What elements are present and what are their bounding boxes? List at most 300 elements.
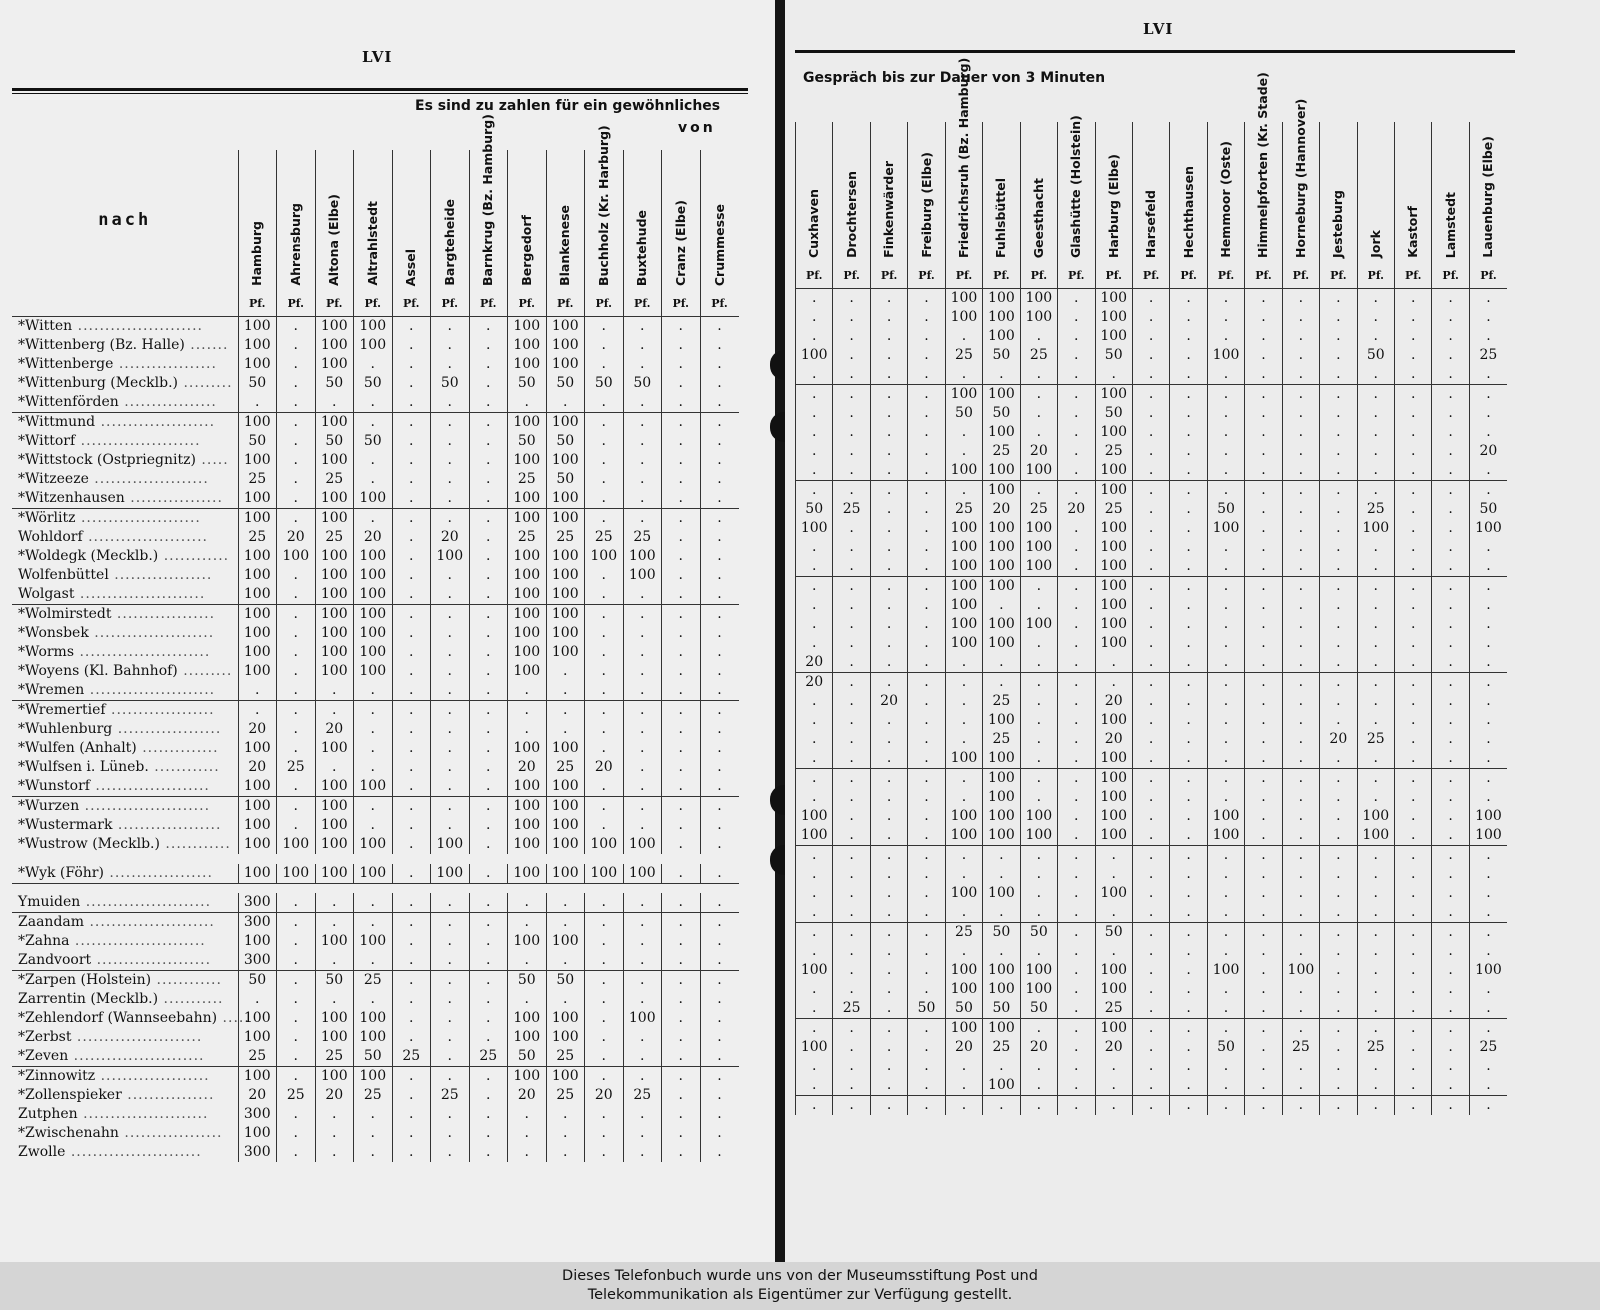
rate-cell: . — [1395, 922, 1432, 942]
rate-cell: . — [1320, 634, 1357, 653]
rate-cell: . — [945, 903, 982, 923]
table-row — [796, 538, 1508, 557]
rate-cell: . — [546, 681, 585, 701]
rate-cell: 100 — [1207, 346, 1244, 365]
rate-cell: 100 — [546, 816, 585, 835]
rate-cell: 100 — [354, 777, 393, 797]
rate-cell: . — [1095, 903, 1132, 923]
rate-cell: 100 — [1095, 308, 1132, 327]
rate-cell: . — [1170, 615, 1207, 634]
rate-cell: . — [392, 412, 431, 432]
rate-cell: 100 — [546, 412, 585, 432]
destination-name: *Zahna — [18, 933, 70, 949]
rate-cell: 100 — [623, 1009, 662, 1028]
rate-cell: 100 — [508, 777, 547, 797]
rate-cell: . — [1207, 653, 1244, 673]
rate-cell: 100 — [623, 835, 662, 854]
table-row — [12, 990, 739, 1009]
rate-cell: . — [469, 432, 508, 451]
unit-cell: Pf. — [1095, 264, 1132, 288]
column-header — [1469, 122, 1507, 264]
rate-cell: . — [662, 566, 701, 585]
rate-cell: . — [315, 893, 354, 913]
rate-cell: . — [1357, 615, 1394, 634]
rate-cell: . — [1170, 807, 1207, 826]
rate-cell: . — [983, 672, 1020, 692]
rate-cell: . — [1282, 308, 1319, 327]
rate-cell: . — [870, 423, 907, 442]
rate-cell: . — [1432, 327, 1469, 346]
rate-cell: 25 — [1095, 500, 1132, 519]
rate-cell: 100 — [354, 1067, 393, 1087]
leader-dots: ................. — [118, 393, 217, 410]
table-row — [796, 288, 1508, 308]
destination-name: Zaandam — [18, 914, 85, 930]
rate-cell: 100 — [1469, 519, 1507, 538]
destination-cell — [12, 720, 238, 739]
rate-cell: . — [1058, 692, 1095, 711]
rate-cell: . — [277, 432, 316, 451]
table-row — [796, 999, 1508, 1019]
rate-cell: . — [1132, 346, 1169, 365]
rate-cell: . — [392, 681, 431, 701]
rate-cell: . — [1170, 980, 1207, 999]
rate-cell: . — [431, 893, 470, 913]
rate-cell: 20 — [1320, 730, 1357, 749]
rate-cell: . — [700, 1009, 739, 1028]
rate-cell: . — [870, 711, 907, 730]
rate-cell: . — [796, 615, 833, 634]
rate-cell: . — [1058, 1095, 1095, 1115]
rate-cell: 100 — [1020, 615, 1057, 634]
rate-cell: . — [700, 893, 739, 913]
rate-cell: 100 — [546, 566, 585, 585]
rate-cell: . — [662, 893, 701, 913]
rate-cell: . — [623, 355, 662, 374]
rate-cell: . — [469, 816, 508, 835]
rate-cell: . — [431, 585, 470, 605]
rate-cell: . — [662, 951, 701, 971]
rate-cell: . — [870, 788, 907, 807]
rate-cell: 20 — [1058, 500, 1095, 519]
rate-cell: 50 — [354, 374, 393, 393]
rate-cell: . — [469, 700, 508, 720]
table-row — [12, 1028, 739, 1047]
unit-cell: Pf. — [508, 292, 547, 316]
rate-cell: . — [623, 1105, 662, 1124]
rate-cell: . — [1395, 480, 1432, 500]
rate-cell: . — [623, 681, 662, 701]
rate-cell: . — [700, 1047, 739, 1067]
rate-cell: . — [431, 777, 470, 797]
table-row — [796, 404, 1508, 423]
rate-cell: 100 — [354, 604, 393, 624]
table-row — [796, 672, 1508, 692]
rate-cell: 50 — [796, 500, 833, 519]
rate-cell: . — [1245, 788, 1282, 807]
rate-cell: . — [1469, 538, 1507, 557]
table-row — [12, 1047, 739, 1067]
rate-cell: 100 — [983, 384, 1020, 404]
rate-cell: . — [1320, 1057, 1357, 1076]
rate-cell: 100 — [508, 1067, 547, 1087]
rate-cell: 100 — [945, 576, 982, 596]
rate-cell: 100 — [983, 557, 1020, 577]
rate-cell: 100 — [508, 864, 547, 884]
rate-cell: . — [277, 893, 316, 913]
rate-cell: 50 — [508, 1047, 547, 1067]
rate-cell: 100 — [315, 336, 354, 355]
rate-cell: . — [623, 816, 662, 835]
rate-cell: . — [870, 596, 907, 615]
rate-cell: . — [1207, 1076, 1244, 1096]
rate-cell: . — [833, 1038, 870, 1057]
rate-cell: . — [662, 1067, 701, 1087]
rate-cell: 100 — [546, 1009, 585, 1028]
rate-cell: . — [238, 700, 277, 720]
destination-cell — [12, 547, 238, 566]
rate-cell: . — [833, 1076, 870, 1096]
rate-cell: . — [662, 777, 701, 797]
rate-cell: . — [908, 768, 945, 788]
unit-cell: Pf. — [1020, 264, 1057, 288]
rate-cell: . — [796, 634, 833, 653]
rate-cell: . — [796, 711, 833, 730]
rate-cell: . — [908, 461, 945, 481]
destination-cell — [12, 835, 238, 854]
rate-cell: . — [469, 662, 508, 681]
rate-cell: . — [908, 404, 945, 423]
rate-cell: . — [1058, 845, 1095, 865]
rate-cell: . — [700, 604, 739, 624]
rate-cell: 100 — [431, 547, 470, 566]
destination-cell — [12, 777, 238, 797]
rate-cell: . — [662, 432, 701, 451]
rate-cell: . — [585, 432, 624, 451]
destination-name: *Zwischenahn — [18, 1125, 119, 1141]
rate-cell: . — [1132, 327, 1169, 346]
footer-line-2: Telekommunikation als Eigentümer zur Verfügung gestellt. — [587, 1287, 1013, 1303]
rate-cell: . — [700, 990, 739, 1009]
rate-cell: . — [1207, 576, 1244, 596]
rate-cell: . — [1058, 980, 1095, 999]
rate-cell: 100 — [1095, 519, 1132, 538]
rate-cell: . — [1020, 404, 1057, 423]
rate-cell: . — [431, 816, 470, 835]
rate-cell: 100 — [238, 739, 277, 758]
rate-cell: . — [1058, 865, 1095, 884]
rate-cell: . — [796, 1095, 833, 1115]
leader-dots: ........................ — [65, 1144, 202, 1160]
destination-name: Ymuiden — [18, 894, 81, 910]
table-row — [12, 508, 739, 528]
rate-cell: . — [1170, 999, 1207, 1019]
rate-cell: 100 — [315, 932, 354, 951]
column-header-label: Geesthacht — [1030, 177, 1046, 258]
rate-cell: . — [908, 1057, 945, 1076]
table-row — [796, 711, 1508, 730]
table-row — [796, 1095, 1508, 1115]
rate-cell: 100 — [354, 662, 393, 681]
destination-name: *Witzenhausen — [18, 489, 125, 506]
rate-cell: . — [315, 990, 354, 1009]
rate-cell: 25 — [983, 692, 1020, 711]
rate-cell: . — [1058, 730, 1095, 749]
rate-cell: . — [1207, 1095, 1244, 1115]
rate-cell: . — [1469, 423, 1507, 442]
rate-cell: . — [469, 412, 508, 432]
rate-cell: . — [1395, 961, 1432, 980]
rate-cell: . — [833, 922, 870, 942]
rate-cell: . — [277, 566, 316, 585]
rate-cell: . — [1095, 1095, 1132, 1115]
rate-cell: . — [1058, 672, 1095, 692]
rate-cell: . — [1469, 1095, 1507, 1115]
rate-cell: . — [700, 316, 739, 336]
rate-cell: . — [469, 316, 508, 336]
rate-cell: . — [1207, 922, 1244, 942]
rate-cell: . — [1170, 404, 1207, 423]
destination-cell — [12, 316, 238, 336]
rate-cell: . — [1282, 749, 1319, 769]
rate-cell: . — [1058, 634, 1095, 653]
rate-cell: . — [870, 461, 907, 481]
rate-cell: . — [469, 643, 508, 662]
rate-cell: . — [1207, 692, 1244, 711]
rate-cell: . — [833, 404, 870, 423]
table-row — [796, 692, 1508, 711]
rate-cell: 25 — [315, 470, 354, 489]
rate-cell: . — [1245, 327, 1282, 346]
rate-cell: 100 — [983, 884, 1020, 903]
rate-cell: . — [1432, 480, 1469, 500]
rate-cell: . — [1245, 576, 1282, 596]
unit-cell: Pf. — [1170, 264, 1207, 288]
column-header-label: Horneburg (Hannover) — [1292, 98, 1308, 258]
rate-cell: . — [833, 576, 870, 596]
rate-cell: 25 — [1357, 1038, 1394, 1057]
rate-cell: 100 — [315, 624, 354, 643]
rate-cell: . — [508, 1143, 547, 1162]
rate-cell: . — [1170, 346, 1207, 365]
rate-cell: . — [1320, 500, 1357, 519]
table-row — [796, 596, 1508, 615]
rate-cell: . — [1432, 980, 1469, 999]
rate-cell: 100 — [945, 1018, 982, 1038]
rate-cell: . — [315, 393, 354, 413]
rate-cell: . — [1170, 1095, 1207, 1115]
rate-cell: 20 — [238, 758, 277, 777]
rate-cell: . — [1132, 730, 1169, 749]
rate-cell: . — [1132, 980, 1169, 999]
rate-cell: . — [1395, 423, 1432, 442]
rate-cell: . — [1357, 845, 1394, 865]
destination-name: *Worms — [18, 643, 75, 660]
rate-cell: . — [1245, 634, 1282, 653]
rate-cell: . — [623, 796, 662, 816]
destination-cell — [12, 739, 238, 758]
rate-cell: . — [469, 720, 508, 739]
rate-cell: . — [1282, 538, 1319, 557]
rate-cell: . — [623, 393, 662, 413]
rate-cell: . — [1282, 653, 1319, 673]
rate-cell: . — [1170, 961, 1207, 980]
unit-cell: Pf. — [1395, 264, 1432, 288]
footer-banner — [0, 1262, 1600, 1310]
rate-cell: . — [945, 365, 982, 385]
destination-name: Wohldorf — [18, 528, 83, 545]
rate-cell: 20 — [1020, 1038, 1057, 1057]
rate-cell: . — [700, 796, 739, 816]
rate-cell: . — [585, 1143, 624, 1162]
rate-cell: . — [1432, 865, 1469, 884]
rate-cell: . — [1170, 538, 1207, 557]
rate-cell: . — [1020, 423, 1057, 442]
rate-cell: . — [508, 1105, 547, 1124]
rate-cell: 50 — [983, 999, 1020, 1019]
rate-cell: . — [1320, 807, 1357, 826]
rate-cell: . — [945, 1095, 982, 1115]
rate-cell: . — [1245, 480, 1282, 500]
rate-cell: . — [796, 423, 833, 442]
rate-cell: . — [1132, 845, 1169, 865]
rate-cell: . — [1132, 576, 1169, 596]
rate-cell: . — [796, 1076, 833, 1096]
rate-cell: 100 — [1020, 288, 1057, 308]
rate-cell: . — [1282, 557, 1319, 577]
destination-name: *Wonsbek — [18, 624, 89, 641]
rate-cell: 50 — [983, 346, 1020, 365]
right-headline: Gespräch bis zur Dauer von 3 Minuten — [803, 70, 1106, 86]
rate-cell: . — [392, 316, 431, 336]
rate-cell: . — [1207, 768, 1244, 788]
rate-cell: . — [392, 1028, 431, 1047]
rate-cell: . — [431, 432, 470, 451]
rate-cell: . — [796, 327, 833, 346]
rate-cell: . — [1320, 884, 1357, 903]
rate-cell: . — [1132, 615, 1169, 634]
destination-name: Zarrentin (Mecklb.) — [18, 991, 159, 1007]
rate-cell: . — [277, 393, 316, 413]
rate-cell: 100 — [238, 1067, 277, 1087]
rate-cell: . — [870, 288, 907, 308]
rate-cell: . — [1170, 288, 1207, 308]
leader-dots: ................... — [112, 720, 222, 737]
rate-cell: . — [662, 700, 701, 720]
rate-cell: . — [1245, 288, 1282, 308]
rate-cell: . — [662, 1124, 701, 1143]
rate-cell: . — [1395, 903, 1432, 923]
rate-cell: . — [1357, 576, 1394, 596]
rate-cell: . — [1357, 557, 1394, 577]
column-header — [945, 57, 982, 264]
rate-cell: 100 — [238, 643, 277, 662]
column-header-label: Cuxhaven — [806, 189, 822, 258]
destination-name: *Zehlendorf (Wannseebahn) — [18, 1010, 218, 1026]
rate-cell: 300 — [238, 951, 277, 971]
rate-cell: . — [277, 681, 316, 701]
rate-cell: 100 — [983, 615, 1020, 634]
rate-cell: . — [1320, 749, 1357, 769]
rate-cell: . — [870, 308, 907, 327]
destination-cell — [12, 1047, 238, 1067]
destination-cell — [12, 432, 238, 451]
rate-cell: 100 — [1020, 308, 1057, 327]
destination-cell — [12, 893, 238, 913]
rate-cell: 100 — [983, 634, 1020, 653]
table-row — [796, 384, 1508, 404]
rate-cell: . — [277, 470, 316, 489]
destination-name: *Witten — [18, 317, 73, 334]
header-row — [796, 122, 1508, 264]
rate-cell: . — [1058, 768, 1095, 788]
rate-cell: 100 — [1207, 826, 1244, 846]
rate-cell: . — [833, 884, 870, 903]
rate-cell: . — [1395, 538, 1432, 557]
table-row — [12, 355, 739, 374]
rate-cell: 20 — [238, 1086, 277, 1105]
rate-cell: 100 — [546, 489, 585, 509]
rate-cell: . — [1132, 480, 1169, 500]
rate-cell: . — [392, 355, 431, 374]
rate-cell: . — [546, 1124, 585, 1143]
rate-cell: . — [1320, 557, 1357, 577]
table-row — [12, 489, 739, 509]
rate-cell: . — [908, 865, 945, 884]
rate-cell: . — [833, 308, 870, 327]
rate-cell: . — [870, 365, 907, 385]
rate-cell: 100 — [508, 604, 547, 624]
rate-cell: . — [1207, 596, 1244, 615]
unit-cell: Pf. — [1282, 264, 1319, 288]
rate-cell: . — [1058, 308, 1095, 327]
rate-cell: 100 — [983, 288, 1020, 308]
rate-cell: . — [1020, 672, 1057, 692]
rate-cell: . — [908, 788, 945, 807]
rate-cell: . — [623, 990, 662, 1009]
rate-cell: . — [700, 864, 739, 884]
rate-cell: . — [1320, 1018, 1357, 1038]
rate-cell: 100 — [945, 384, 982, 404]
rate-cell: . — [469, 393, 508, 413]
rate-cell: . — [1469, 980, 1507, 999]
rate-cell: 100 — [1095, 288, 1132, 308]
table-row — [12, 932, 739, 951]
rate-cell: . — [1282, 346, 1319, 365]
rate-cell: . — [833, 596, 870, 615]
rate-cell: . — [469, 796, 508, 816]
column-header — [662, 150, 701, 292]
destination-cell — [12, 1124, 238, 1143]
rate-cell: 50 — [315, 432, 354, 451]
rate-cell: 25 — [546, 758, 585, 777]
rate-cell: . — [508, 951, 547, 971]
rate-cell: 100 — [1095, 615, 1132, 634]
rate-cell: . — [796, 557, 833, 577]
rate-cell: . — [796, 980, 833, 999]
rate-cell: . — [1207, 442, 1244, 461]
rate-cell: 50 — [354, 432, 393, 451]
rate-cell: . — [1170, 922, 1207, 942]
rate-cell: . — [431, 624, 470, 643]
rate-cell: . — [796, 384, 833, 404]
rate-cell: . — [277, 316, 316, 336]
rate-cell: 100 — [546, 336, 585, 355]
rate-cell: . — [277, 739, 316, 758]
rate-cell: 100 — [1357, 826, 1394, 846]
rate-cell: . — [623, 432, 662, 451]
rate-cell: 100 — [945, 596, 982, 615]
